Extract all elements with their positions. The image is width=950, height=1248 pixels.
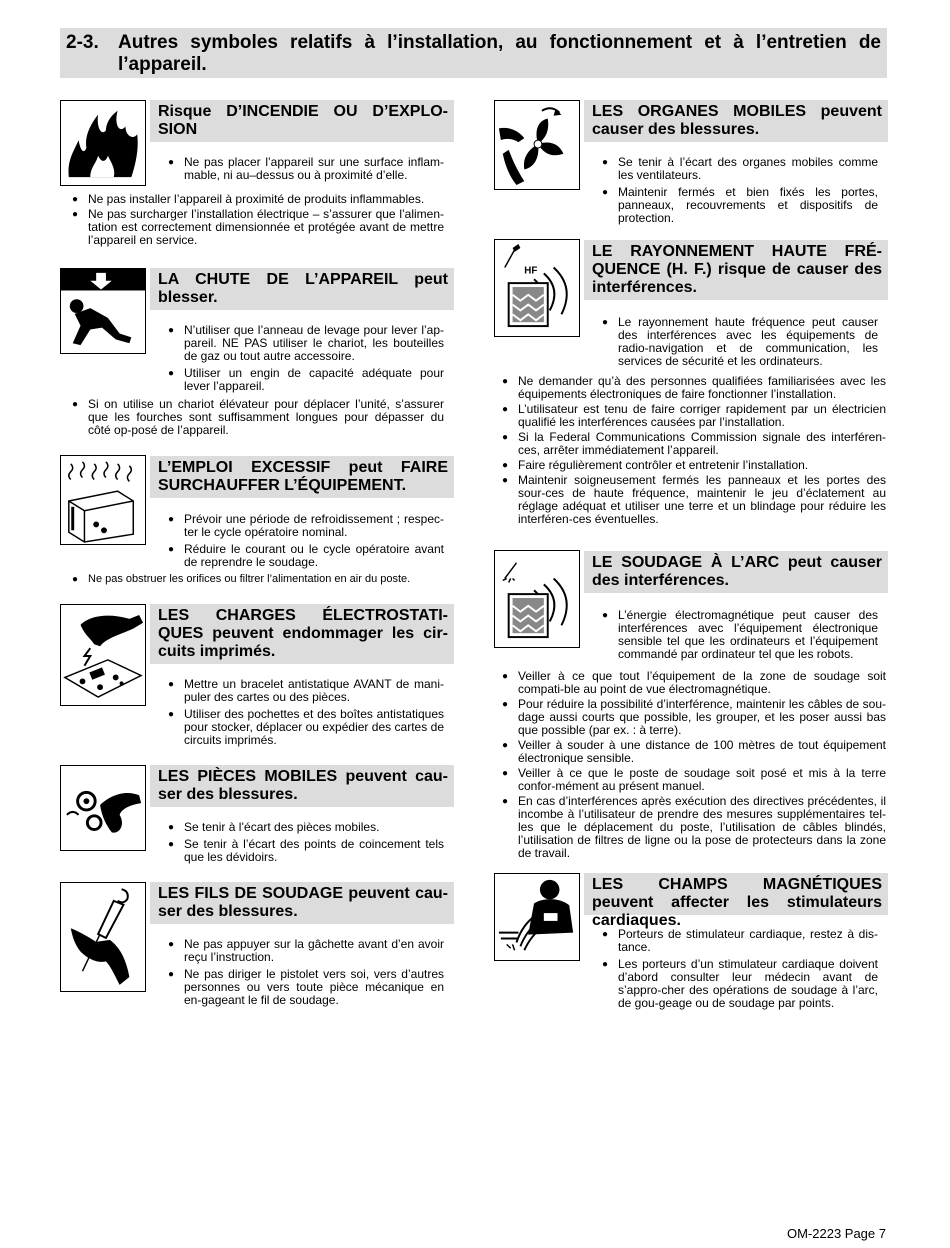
list-item: ● N’utiliser que l’anneau de levage pour lever l’ap-pareil. NE PAS utiliser le chariot, les bouteilles de gaz ou tout autre accessoire.: [166, 324, 444, 363]
list-item: ● Faire régulièrement contrôler et entretenir l’installation.: [500, 459, 886, 472]
welding-wire-icon: [60, 882, 146, 992]
list-item: ● Si on utilise un chariot élévateur pour déplacer l’unité, s’assurer que les fourches sont suffisamment longues pour dépasser du côté op-posé de l’appareil.: [70, 398, 444, 437]
arc-inner-list: [600, 609, 878, 665]
arc-interference-icon: [494, 550, 580, 648]
list-item: ● Ne pas obstruer les orifices ou filtrer l’alimentation en air du poste.: [70, 573, 444, 586]
list-item: ● Veiller à ce que tout l’équipement de la zone de soudage soit compati-ble au point de vue électromagnétique.: [500, 670, 886, 696]
overheat-outer-list: [70, 573, 444, 590]
list-item: ● Ne pas installer l’appareil à proximité de produits inflammables.: [70, 193, 444, 206]
list-item: ● Ne pas surcharger l’installation électrique – s’assurer que l’alimen-tation est correctement dimensionnée et protégée avant de mettre l’appareil en service.: [70, 208, 444, 247]
moving-parts-icon: [60, 765, 146, 851]
high-frequency-icon: [494, 239, 580, 337]
hf-inner-list: [600, 316, 878, 372]
list-item: ● En cas d’interférences après exécution des directives précédentes, il incombe à l’utilisateur de prendre des mesures supplémentaires tel-les que le déplacement du poste, l’utilisation de câbles blindés, l’utilisation de filtres de ligne ou la pose de protecteurs dans la zone de travail.: [500, 795, 886, 860]
list-item: ● Ne demander qu’à des personnes qualifiées familiarisées avec les équipements électroniques de faire fonctionner l’installation.: [500, 375, 886, 401]
magnetic-heading: LES CHAMPS MAGNÉTIQUES peuvent affecter les stimulateurs cardiaques.: [584, 873, 888, 915]
pacemaker-icon: [494, 873, 580, 961]
section-number: 2-3.: [66, 32, 99, 53]
fire-inner-list: [166, 156, 444, 186]
welding-wire-heading: LES FILS DE SOUDAGE peuvent cau-ser des blessures.: [150, 882, 454, 924]
static-discharge-icon: [60, 604, 146, 706]
list-item: ● Utiliser des pochettes et des boîtes antistatiques pour stocker, déplacer ou expédier des cartes de circuits imprimés.: [166, 708, 444, 747]
hf-heading: LE RAYONNEMENT HAUTE FRÉ-QUENCE (H. F.) risque de causer des interférences.: [584, 240, 888, 300]
list-item: ● Pour réduire la possibilité d’interférence, maintenir les câbles de sou-dage aussi courts que possible, les grouper, et les poser aussi bas que possible (par ex. : à terre).: [500, 698, 886, 737]
section-title: Autres symboles relatifs à l’installation, au fonctionnement et à l’entretien de l’appareil.: [118, 32, 881, 75]
list-item: ● Les porteurs d’un stimulateur cardiaque doivent d’abord consulter leur médecin avant de s’appro-cher des opérations de soudage à l’arc, de gou-geage ou de soudage par points.: [600, 958, 878, 1010]
overheat-icon: [60, 455, 146, 545]
organs-heading: LES ORGANES MOBILES peuvent causer des blessures.: [584, 100, 888, 142]
list-item: ● Mettre un bracelet antistatique AVANT de mani-puler des cartes ou des pièces.: [166, 678, 444, 704]
list-item: ● Ne pas placer l’appareil sur une surface inflam-mable, ni au–dessus ou à proximité d’elle.: [166, 156, 444, 182]
list-item: ● Utiliser un engin de capacité adéquate pour lever l’appareil.: [166, 367, 444, 393]
list-item: ● Se tenir à l’écart des organes mobiles comme les ventilateurs.: [600, 156, 878, 182]
list-item: ● Veiller à souder à une distance de 100 mètres de tout équipement électronique sensible.: [500, 739, 886, 765]
list-item: ● L’énergie électromagnétique peut causer des interférences avec l’équipement électronique sensible tel que les ordinateurs et l’équipement commandé par ordinateur tel que les robots.: [600, 609, 878, 661]
list-item: ● Ne pas appuyer sur la gâchette avant d’en avoir reçu l’instruction.: [166, 938, 444, 964]
static-inner-list: [166, 678, 444, 751]
list-item: ● Se tenir à l’écart des points de coincement tels que les dévidoirs.: [166, 838, 444, 864]
magnetic-list: [600, 928, 878, 1014]
overheat-inner-list: [166, 513, 444, 573]
list-item: ● Se tenir à l’écart des pièces mobiles.: [166, 821, 444, 834]
list-item: ● Si la Federal Communications Commission signale des interféren-ces, arrêter immédiatement l’appareil.: [500, 431, 886, 457]
organs-list: [600, 156, 878, 229]
moving-parts-list: [166, 821, 444, 868]
list-item: ● L’utilisateur est tenu de faire corriger rapidement par un électricien qualifié les interférences causées par l’installation.: [500, 403, 886, 429]
list-item: ● Prévoir une période de refroidissement ; respec-ter le cycle opératoire nominal.: [166, 513, 444, 539]
list-item: ● Maintenir fermés et bien fixés les portes, panneaux, recouvrements et dispositifs de protection.: [600, 186, 878, 225]
section-title-bar: [60, 28, 887, 78]
fall-heading: LA CHUTE DE L’APPAREIL peut blesser.: [150, 268, 454, 310]
overheat-heading: L’EMPLOI EXCESSIF peut FAIRE SURCHAUFFER L’ÉQUIPEMENT.: [150, 456, 454, 498]
fire-heading: Risque D’INCENDIE OU D’EXPLO-SION: [150, 100, 454, 142]
list-item: ● Maintenir soigneusement fermés les panneaux et les portes des sour-ces de haute fréquence, maintenir le jeu d’éclatement au réglage adéquat et utiliser une terre et un blindage pour réduire les interféren-ces éventuelles.: [500, 474, 886, 526]
hf-outer-list: [500, 375, 886, 530]
welding-wire-list: [166, 938, 444, 1011]
page-number: OM-2223 Page 7: [786, 1226, 886, 1241]
list-item: ● Porteurs de stimulateur cardiaque, restez à dis-tance.: [600, 928, 878, 954]
arc-heading: LE SOUDAGE À L’ARC peut causer des interférences.: [584, 551, 888, 593]
fall-inner-list: [166, 324, 444, 397]
hf-icon-label: HF: [524, 265, 538, 277]
static-heading: LES CHARGES ÉLECTROSTATI-QUES peuvent endommager les cir-cuits imprimés.: [150, 604, 454, 664]
list-item: ● Réduire le courant ou le cycle opératoire avant de reprendre le soudage.: [166, 543, 444, 569]
list-item: ● Ne pas diriger le pistolet vers soi, vers d’autres personnes ou vers toute pièce mécanique en en-gageant le fil de soudage.: [166, 968, 444, 1007]
arc-outer-list: [500, 670, 886, 864]
fire-icon: [60, 100, 146, 186]
fall-outer-list: [70, 398, 444, 441]
moving-parts-heading: LES PIÈCES MOBILES peuvent cau-ser des blessures.: [150, 765, 454, 807]
list-item: ● Veiller à ce que le poste de soudage soit posé et mis à la terre confor-mément au présent manuel.: [500, 767, 886, 793]
falling-equipment-icon: [60, 268, 146, 354]
fire-outer-list: [70, 193, 444, 251]
fan-hand-icon: [494, 100, 580, 190]
list-item: ● Le rayonnement haute fréquence peut causer des interférences avec les équipements de radio-navigation et de communication, les services de sécurité et les ordinateurs.: [600, 316, 878, 368]
